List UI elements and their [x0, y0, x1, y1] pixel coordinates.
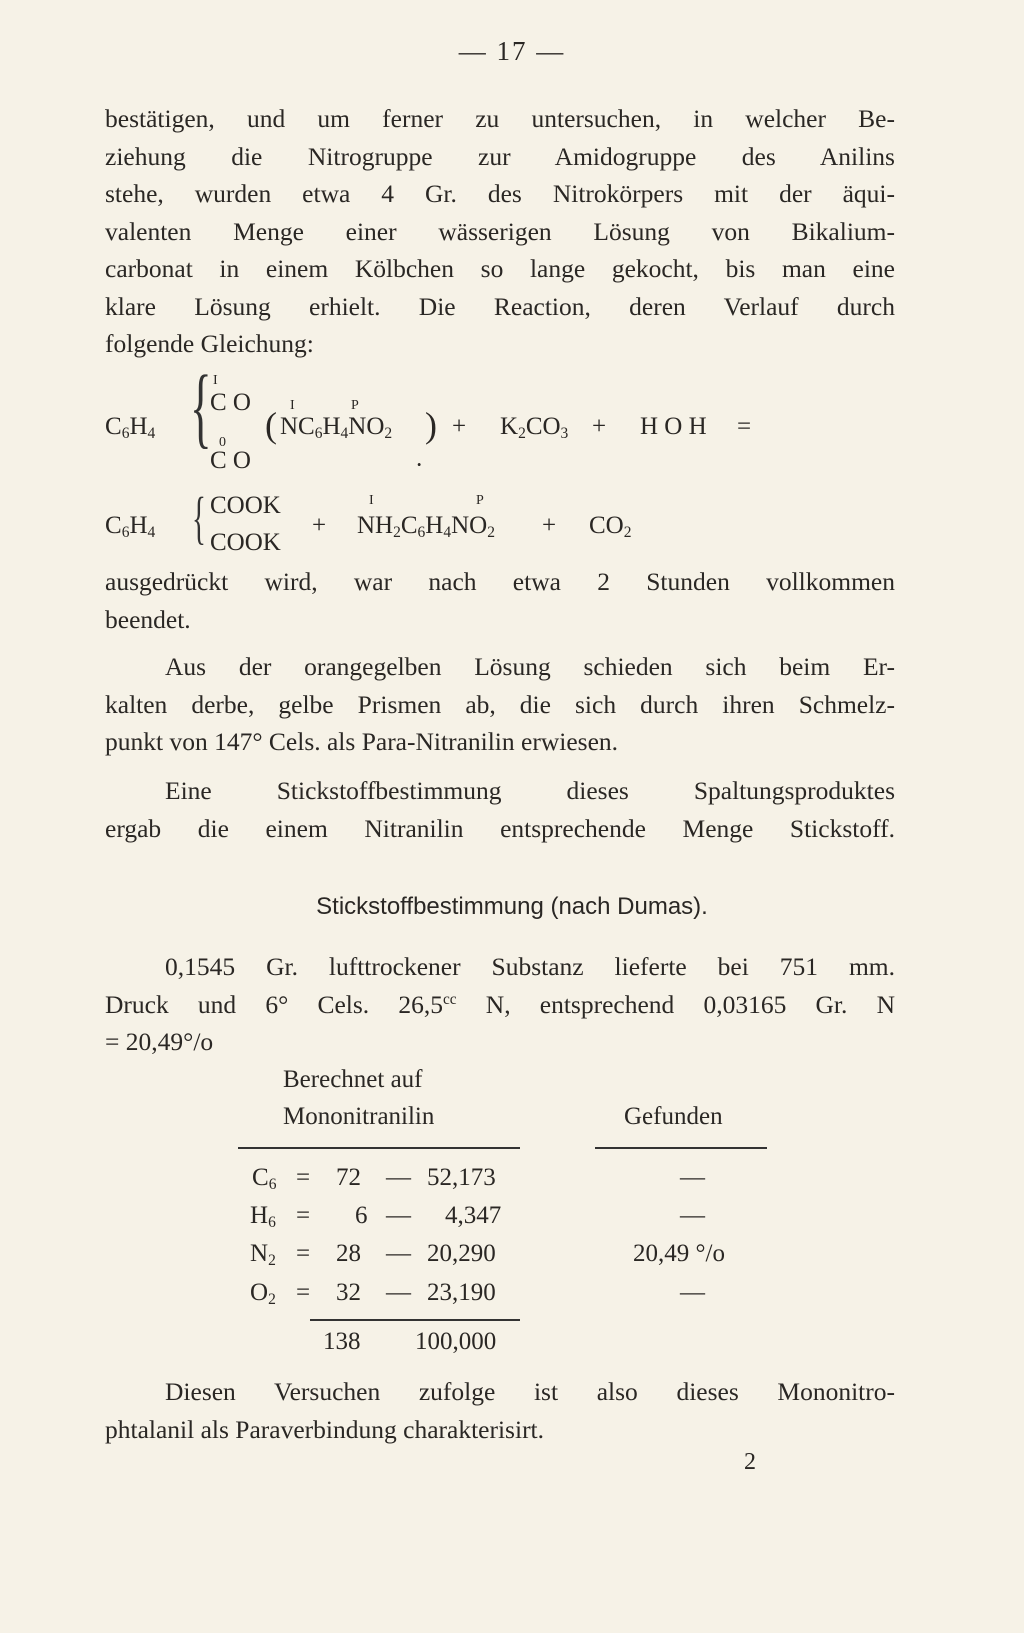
eq-mark-i2: I [290, 398, 295, 413]
text-line: ergab die einem Nitranilin entsprechende Menge Stickstoff. [105, 813, 895, 843]
paragraph-5 [105, 948, 895, 1061]
eq-mark-p2: P [476, 493, 484, 508]
eq-brace-1: { [190, 358, 212, 457]
table-total-pct: 100,000 [415, 1328, 497, 1355]
eq-co-bottom: C O [210, 447, 251, 474]
row-found: — [680, 1279, 705, 1306]
eq-c6h4-bottom: C6H4 [105, 512, 156, 541]
row-dash: — [386, 1279, 411, 1306]
table-brace-right [595, 1147, 767, 1149]
eq-co2: CO2 [589, 512, 632, 541]
text-line: punkt von 147° Cels. als Para-Nitranilin erwiesen. [105, 727, 619, 756]
eq-nc-group: NC6H4NO2 [280, 413, 393, 442]
row-eq: = [296, 1202, 311, 1229]
text-line: Eine Stickstoffbestimmung dieses Spaltungsproduktes [165, 776, 895, 805]
table-header-right: Gefunden [624, 1103, 723, 1130]
row-pct: 4,347 [445, 1202, 502, 1229]
eq-equals: = [737, 413, 752, 440]
table-header-left-1: Berechnet auf [283, 1066, 423, 1093]
text-line: Druck und 6° Cels. 26,5$^{cc}$ N, entsprechend 0,03165 Gr. N [105, 989, 895, 1019]
text-line: ausgedrückt wird, war nach etwa 2 Stunden vollkommen [105, 567, 895, 596]
text-line: klare Lösung erhielt. Die Reaction, deren Verlauf durch [105, 291, 895, 321]
eq-c6h4-top: C6H4 [105, 413, 156, 442]
text-line: Aus der orangegelben Lösung schieden sich beim Er- [165, 652, 895, 681]
text-line: valenten Menge einer wässerigen Lösung von Bikalium- [105, 216, 895, 246]
row-pct: 23,190 [427, 1279, 496, 1306]
text-line: Diesen Versuchen zufolge ist also dieses Mononitro- [165, 1377, 895, 1406]
text-line: kalten derbe, gelbe Prismen ab, die sich durch ihren Schmelz- [105, 689, 895, 719]
eq-plus-2: + [592, 413, 607, 440]
eq-paren-open: ( [265, 405, 277, 445]
paragraph-4 [105, 772, 895, 847]
row-found: — [680, 1202, 705, 1229]
row-pct: 20,290 [427, 1240, 496, 1267]
eq-co-top: C O [210, 389, 251, 416]
eq-paren-close: ) [425, 405, 437, 445]
eq-plus-3: + [312, 512, 327, 539]
eq-mark-i3: I [369, 493, 374, 508]
row-element: O2 [250, 1279, 276, 1308]
page-header: — 17 — [458, 36, 566, 66]
row-n: 72 [336, 1164, 361, 1191]
eq-nh2-group: NH2C6H4NO2 [357, 512, 495, 541]
table-header-left-2: Mononitranilin [283, 1103, 435, 1130]
text-line: = 20,49°/o [105, 1027, 214, 1056]
paragraph-3 [105, 648, 895, 761]
eq-mark-p: P [351, 398, 359, 413]
paragraph-6 [105, 1373, 895, 1448]
eq-mark-i: I [213, 373, 218, 388]
row-n: 28 [336, 1240, 361, 1267]
eq-brace-2: { [192, 485, 206, 550]
text-line: bestätigen, und um ferner zu untersuchen, in welcher Be- [105, 104, 895, 133]
row-n: 6 [355, 1202, 368, 1229]
row-pct: 52,173 [427, 1164, 496, 1191]
row-element: C6 [252, 1164, 277, 1193]
eq-cook-top: COOK [210, 492, 281, 519]
row-eq: = [296, 1240, 311, 1267]
text-line: phtalanil als Paraverbindung charakterisirt. [105, 1414, 545, 1444]
text-line: beendet. [105, 604, 191, 634]
table-brace-left [238, 1147, 520, 1149]
row-eq: = [296, 1164, 311, 1191]
text-line: folgende Gleichung: [105, 329, 314, 358]
row-element: H6 [250, 1202, 276, 1231]
eq-k2co3: K2CO3 [500, 413, 569, 442]
row-found: — [680, 1164, 705, 1191]
table-total-rule [310, 1319, 520, 1321]
eq-hoh: H O H [640, 413, 707, 440]
eq-plus-4: + [542, 512, 557, 539]
text-line: 0,1545 Gr. lufttrockener Substanz lieferte bei 751 mm. [165, 952, 895, 981]
eq-plus-1: + [452, 413, 467, 440]
row-found: 20,49 °/o [633, 1240, 725, 1267]
row-dash: — [386, 1240, 411, 1267]
eq-cook-bottom: COOK [210, 529, 281, 556]
row-element: N2 [250, 1240, 276, 1269]
text-line: carbonat in einem Kölbchen so lange gekocht, bis man eine [105, 254, 895, 283]
paragraph-1 [105, 100, 895, 363]
paragraph-2 [105, 563, 895, 638]
text-line: ziehung die Nitrogruppe zur Amidogruppe des Anilins [105, 141, 895, 171]
eq-mark-o: 0 [219, 435, 226, 450]
eq-dot: · [415, 452, 424, 479]
row-eq: = [296, 1279, 311, 1306]
row-dash: — [386, 1164, 411, 1191]
section-title: Stickstoffbestimmung (nach Dumas). [316, 893, 708, 920]
row-dash: — [386, 1202, 411, 1229]
row-n: 32 [336, 1279, 361, 1306]
signature-mark: 2 [744, 1449, 756, 1475]
table-total-n: 138 [323, 1328, 361, 1355]
text-line: stehe, wurden etwa 4 Gr. des Nitrokörpers mit der äqui- [105, 179, 895, 208]
